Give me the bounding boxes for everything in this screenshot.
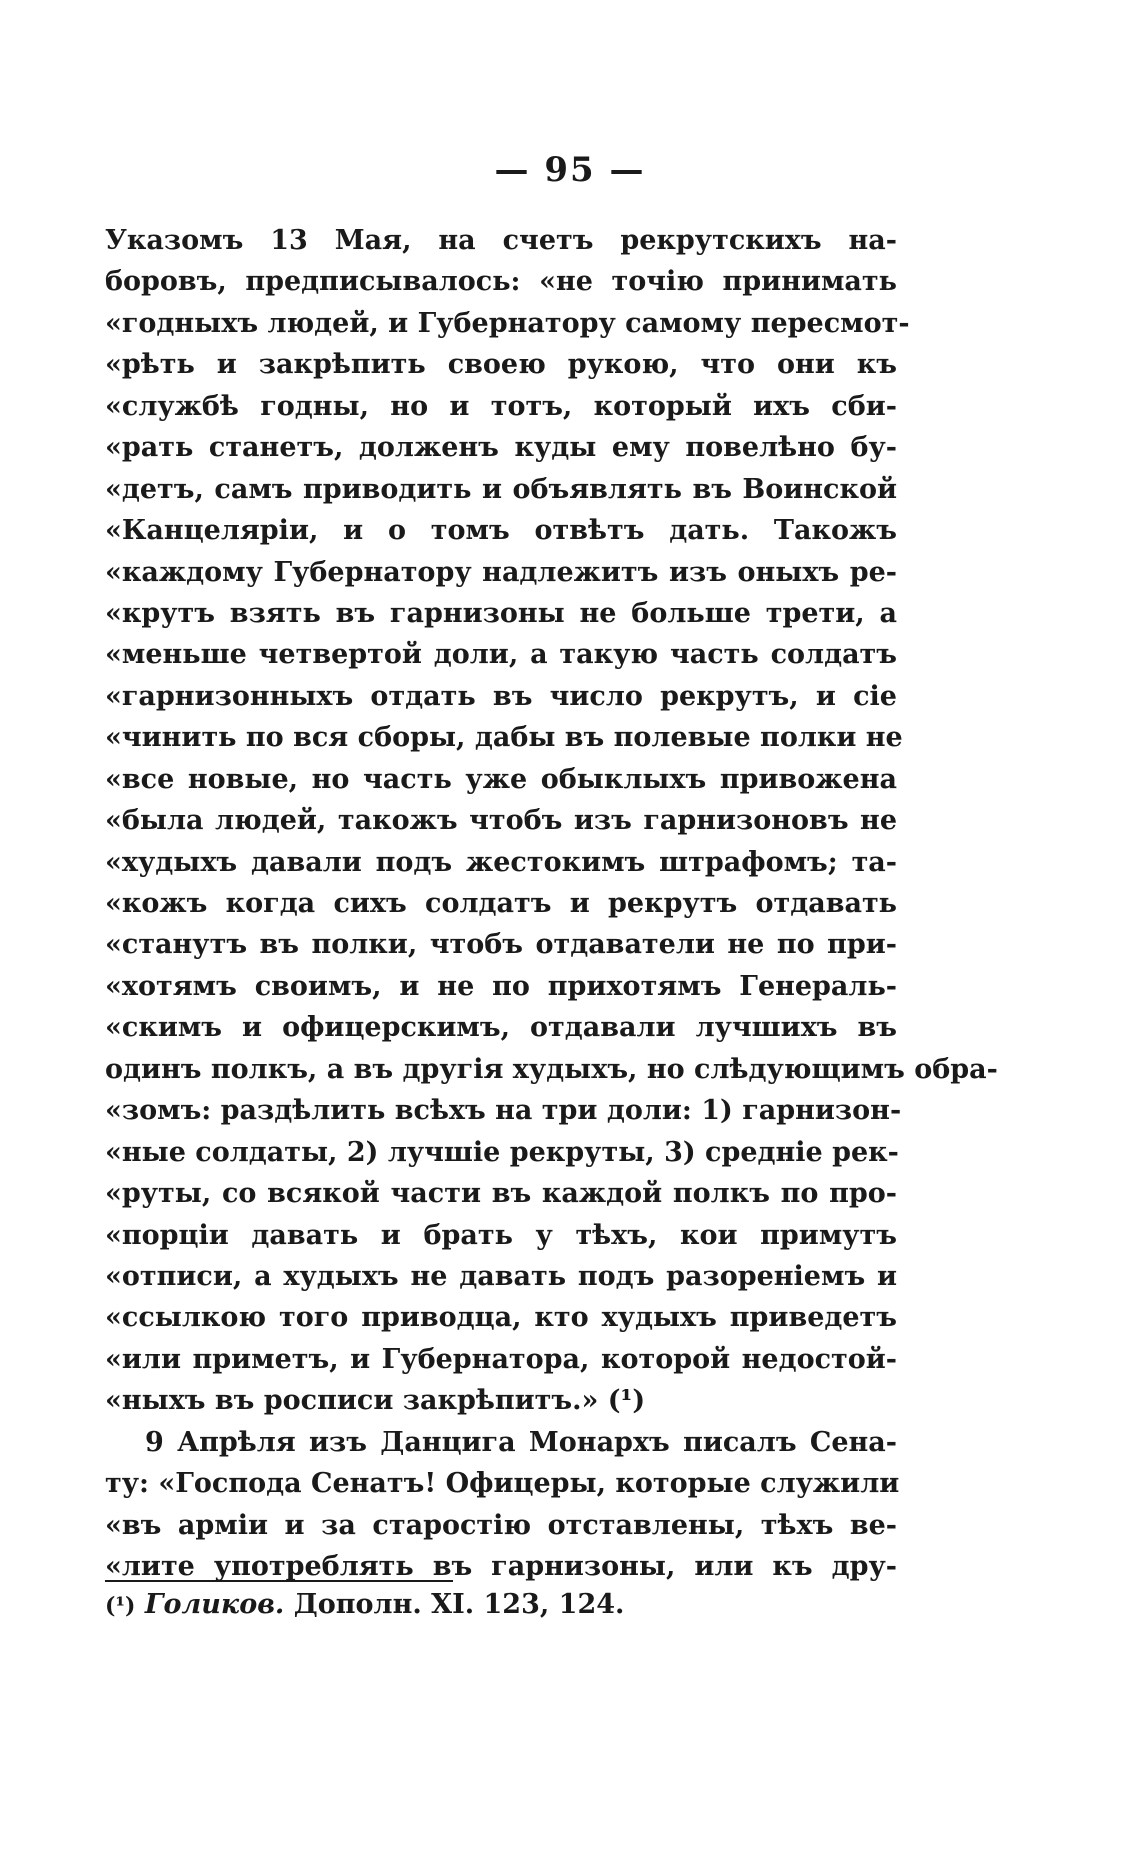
text-line: «зомъ: раздѣлить всѣхъ на три доли: 1) гарнизон- xyxy=(105,1095,902,1127)
text-line: «меньше четвертой доли, а такую часть солдатъ xyxy=(105,639,897,671)
text-line: «худыхъ давали подъ жестокимъ штрафомъ; та- xyxy=(105,846,897,878)
text-line: «скимъ и офицерскимъ, отдавали лучшихъ въ xyxy=(105,1012,897,1044)
text-line: «каждому Губернатору надлежитъ изъ оныхъ ре- xyxy=(105,556,897,588)
text-line: «отписи, а худыхъ не давать подъ разореніемъ и xyxy=(105,1260,897,1292)
text-line: «станутъ въ полки, чтобъ отдаватели не по при- xyxy=(105,929,897,961)
text-line: «рать станетъ, долженъ куды ему повелѣно бу- xyxy=(105,432,897,464)
text-line: боровъ, предписывалось: «не точію принимать xyxy=(105,266,897,298)
text-line: одинъ полкъ, а въ другія худыхъ, но слѣдующимъ обра- xyxy=(105,1053,998,1085)
text-line: «чинить по вся сборы, дабы въ полевые полки не xyxy=(105,722,903,754)
text-line: «службѣ годны, но и тотъ, который ихъ сби- xyxy=(105,390,897,422)
text-line: «ныхъ въ росписи закрѣпитъ.» (¹) xyxy=(105,1385,646,1417)
body-text xyxy=(105,220,998,1587)
text-line: «или приметъ, и Губернатора, которой недостой- xyxy=(105,1343,897,1375)
text-line: «порціи давать и брать у тѣхъ, кои примутъ xyxy=(105,1219,897,1251)
text-line: «годныхъ людей, и Губернатору самому пересмот- xyxy=(105,307,910,339)
footnote-reference: Дополн. XI. 123, 124. xyxy=(293,1589,625,1620)
footnote-author: Голиков. xyxy=(144,1589,285,1620)
text-line: «ные солдаты, 2) лучшіе рекруты, 3) средніе рек- xyxy=(105,1136,899,1168)
text-line: Указомъ 13 Мая, на счетъ рекрутскихъ на- xyxy=(105,225,897,256)
text-line: «кожъ когда сихъ солдатъ и рекрутъ отдавать xyxy=(105,888,897,919)
text-line: «детъ, самъ приводить и объявлять въ Воинской xyxy=(105,473,897,505)
text-line: «Канцеляріи, и о томъ отвѣтъ дать. Такожъ xyxy=(105,515,897,547)
text-line: «въ арміи и за старостію отставлены, тѣхъ ве- xyxy=(105,1509,897,1541)
footnote xyxy=(105,1580,624,1630)
footnote-marker: (¹) xyxy=(105,1593,136,1619)
page-number: — 95 — xyxy=(494,150,646,190)
text-line: «лите употреблять въ гарнизоны, или къ дру- xyxy=(105,1551,897,1582)
text-line: ту: «Господа Сенатъ! Офицеры, которые служили xyxy=(105,1468,900,1500)
text-line: «была людей, такожъ чтобъ изъ гарнизоновъ не xyxy=(105,805,897,837)
text-line: «руты, со всякой части въ каждой полкъ по про- xyxy=(105,1178,897,1210)
text-line: «ссылкою того приводца, кто худыхъ приведетъ xyxy=(105,1302,897,1334)
text-line: «все новые, но часть уже обыклыхъ привожена xyxy=(105,763,897,795)
paragraph xyxy=(105,1422,900,1588)
text-line: «рѣть и закрѣпить своею рукою, что они къ xyxy=(105,349,897,381)
text-line: «гарнизонныхъ отдать въ число рекрутъ, и сіе xyxy=(105,680,897,712)
text-line: «хотямъ своимъ, и не по прихотямъ Генераль- xyxy=(105,970,897,1002)
text-line: «крутъ взять въ гарнизоны не больше трети, а xyxy=(105,597,897,629)
paragraph xyxy=(105,220,998,1422)
text-line: 9 Апрѣля изъ Данцига Монархъ писалъ Сена- xyxy=(145,1426,897,1458)
